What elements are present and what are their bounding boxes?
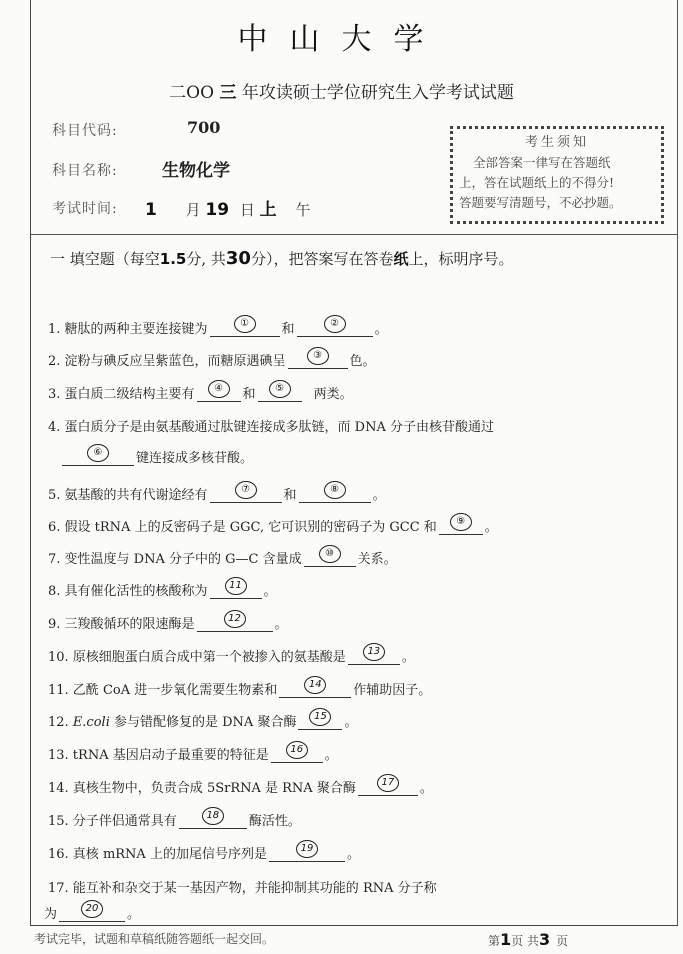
question-10 <box>48 646 415 665</box>
blank-number: ⑤ <box>269 380 291 398</box>
question-text: 7. 变性温度与 DNA 分子中的 G—C 含量成 <box>48 552 302 567</box>
page-number-pre: 第 <box>488 934 501 948</box>
subject-name-value: 生物化学 <box>162 161 230 181</box>
exam-session: 上 <box>259 200 277 220</box>
blank-number: ① <box>234 315 256 333</box>
question-text: 和 <box>283 488 297 503</box>
question-text: 10. 原核细胞蛋白质合成中第一个被掺入的氨基酸是 <box>48 650 346 665</box>
answer-blank <box>210 320 280 337</box>
frame-border-right <box>677 0 678 926</box>
blank-number: 20 <box>81 900 103 918</box>
answer-blank <box>210 582 262 599</box>
exam-session-unit: 午 <box>295 201 311 219</box>
section-heading-post: 分），把答案写在答卷 <box>250 250 394 268</box>
exam-time-label: 考试时间: <box>52 201 118 217</box>
frame-border-left <box>30 0 31 926</box>
page-total: 3 <box>538 930 551 949</box>
question-11 <box>48 679 431 698</box>
question-text: 4. 蛋白质分子是由氨基酸通过肽键连接成多肽链，而 DNA 分子由核苷酸通过 <box>48 420 494 435</box>
page-number-mid: 页 共 <box>511 934 539 948</box>
exam-title-pre: 二OO <box>169 83 215 103</box>
answer-blank <box>298 713 342 730</box>
section-heading <box>50 248 514 269</box>
question-8 <box>48 580 277 599</box>
blank-number: ③ <box>307 347 329 365</box>
answer-blank <box>348 648 400 665</box>
question-text: 2. 淀粉与碘反应呈紫蓝色，而糖原遇碘呈 <box>48 354 286 369</box>
header-divider <box>30 234 678 235</box>
question-text: 6. 假设 tRNA 上的反密码子是 GGC, 它可识别的密码子为 GCC 和 <box>48 520 437 535</box>
question-text: 1. 糖肽的两种主要连接键为 <box>48 322 208 337</box>
answer-blank <box>62 449 134 466</box>
question-text: 关系。 <box>357 552 397 567</box>
question-text: 为 <box>44 907 58 922</box>
question-text: 作辅助因子。 <box>353 683 432 698</box>
exam-day: 19 <box>205 200 230 220</box>
page-number-post: 页 <box>556 934 569 948</box>
total-score: 30 <box>225 248 251 269</box>
blank-number: ⑧ <box>324 481 346 499</box>
answer-blank <box>358 779 418 796</box>
answer-blank <box>269 845 345 862</box>
answer-blank <box>304 550 356 567</box>
question-text: 色。 <box>349 354 376 369</box>
subject-code-label: 科目代码: <box>52 123 118 139</box>
exam-month: 1 <box>145 200 157 220</box>
answer-blank <box>197 615 273 632</box>
notice-line-2: 上，答在试题纸上的不得分! <box>459 175 615 190</box>
question-5 <box>48 484 386 503</box>
page-number <box>488 930 568 949</box>
question-text: 3. 蛋白质二级结构主要有 <box>48 387 195 402</box>
question-12: 12. E.coli 参与错配修复的是 DNA 聚合酶 15 。 <box>48 711 357 730</box>
question-15 <box>48 810 301 829</box>
answer-blank <box>210 486 282 503</box>
question-4 <box>48 416 494 435</box>
answer-blank <box>197 385 241 402</box>
question-text: 。 <box>127 907 141 922</box>
blank-number: 18 <box>202 807 224 825</box>
question-16 <box>48 843 360 862</box>
section-heading-mid: 分, 共 <box>186 250 226 268</box>
question-text: 。 <box>372 488 386 503</box>
frame-border-bottom <box>30 925 678 926</box>
question-text: 参与错配修复的是 DNA 聚合酶 <box>109 715 297 730</box>
question-text: 。 <box>374 322 388 337</box>
question-text: 5. 氨基酸的共有代谢途经有 <box>48 488 208 503</box>
question-text: 。 <box>344 715 358 730</box>
blank-number: ② <box>324 315 346 333</box>
blank-number: ⑦ <box>235 481 257 499</box>
per-blank-score: 1.5 <box>159 250 187 268</box>
question-7 <box>48 548 397 567</box>
blank-number: 17 <box>377 774 399 792</box>
question-9 <box>48 613 288 632</box>
question-4-cont <box>60 447 253 466</box>
question-13 <box>48 744 338 763</box>
question-text: 和 <box>281 322 295 337</box>
answer-blank <box>299 486 371 503</box>
question-text-italic: E.coli <box>72 715 110 730</box>
exam-title-post: 年攻读硕士学位研究生入学考试试题 <box>241 83 514 103</box>
question-text: 。 <box>263 584 277 599</box>
question-text: 8. 具有催化活性的核酸称为 <box>48 584 208 599</box>
question-text: 13. tRNA 基因启动子最重要的特征是 <box>48 748 269 763</box>
candidate-notice-box <box>450 126 664 224</box>
blank-number: 13 <box>363 643 385 661</box>
answer-blank <box>258 385 302 402</box>
notice-line-3: 答题要写清题号，不必抄题。 <box>459 195 622 210</box>
notice-title: 考生须知 <box>524 135 589 150</box>
question-text: 14. 真核生物中，负责合成 5SrRNA 是 RNA 聚合酶 <box>48 781 356 796</box>
question-2 <box>48 350 376 369</box>
notice-line-1: 全部答案一律写在答题纸 <box>473 155 611 170</box>
footer-instruction: 考试完毕，试题和草稿纸随答题纸一起交回。 <box>34 932 275 946</box>
question-text: 。 <box>419 781 433 796</box>
university-name: 中山大学 <box>237 22 446 57</box>
blank-number: ⑨ <box>450 513 472 531</box>
answer-blank <box>59 905 125 922</box>
question-text: 11. 乙酰 CoA 进一步氧化需要生物素和 <box>48 683 278 698</box>
question-text: 酶活性。 <box>248 814 301 829</box>
blank-number: 16 <box>286 741 308 759</box>
answer-blank <box>279 681 351 698</box>
question-text: 两类。 <box>313 387 353 402</box>
exam-title <box>0 78 683 103</box>
question-17 <box>48 877 437 896</box>
blank-number: 12 <box>224 610 246 628</box>
answer-blank <box>271 746 323 763</box>
question-text: 。 <box>484 520 498 535</box>
blank-number: ⑥ <box>87 444 109 462</box>
exam-month-unit: 月 <box>185 201 201 219</box>
blank-number: 14 <box>304 676 326 694</box>
answer-blank <box>179 812 247 829</box>
question-17-cont <box>44 903 140 922</box>
answer-blank <box>288 352 348 369</box>
exam-day-unit: 日 <box>239 201 255 219</box>
page-current: 1 <box>500 930 512 949</box>
exam-title-year-handwritten: 三 <box>219 83 237 103</box>
question-text: 键连接成多核苷酸。 <box>136 451 254 466</box>
question-text: 。 <box>274 617 288 632</box>
question-text: 9. 三羧酸循环的限速酶是 <box>48 617 195 632</box>
blank-number: ⑩ <box>319 545 341 563</box>
question-3 <box>48 383 353 402</box>
blank-number: ④ <box>208 380 230 398</box>
question-6 <box>48 516 498 535</box>
question-text: 17. 能互补和杂交于某一基因产物，并能抑制其功能的 RNA 分子称 <box>48 881 437 896</box>
section-heading-handwritten-word: 纸 <box>393 250 409 268</box>
question-text: 15. 分子伴侣通常具有 <box>48 814 177 829</box>
question-text: 。 <box>401 650 415 665</box>
exam-time-value <box>145 195 310 220</box>
subject-code-value: 700 <box>187 118 221 137</box>
blank-number: 11 <box>225 577 247 595</box>
answer-blank <box>439 518 483 535</box>
answer-blank <box>297 320 373 337</box>
blank-number: 19 <box>296 840 318 858</box>
question-text: 。 <box>346 847 360 862</box>
question-14 <box>48 777 433 796</box>
question-1 <box>48 318 388 337</box>
section-heading-pre: 一 填空题（每空 <box>50 250 160 268</box>
subject-name-label: 科目名称: <box>52 163 118 179</box>
question-text: 16. 真核 mRNA 上的加尾信号序列是 <box>48 847 267 862</box>
question-text: 。 <box>324 748 338 763</box>
section-heading-end: 上，标明序号。 <box>408 250 514 268</box>
question-text: 和 <box>242 387 256 402</box>
blank-number: 15 <box>309 708 331 726</box>
